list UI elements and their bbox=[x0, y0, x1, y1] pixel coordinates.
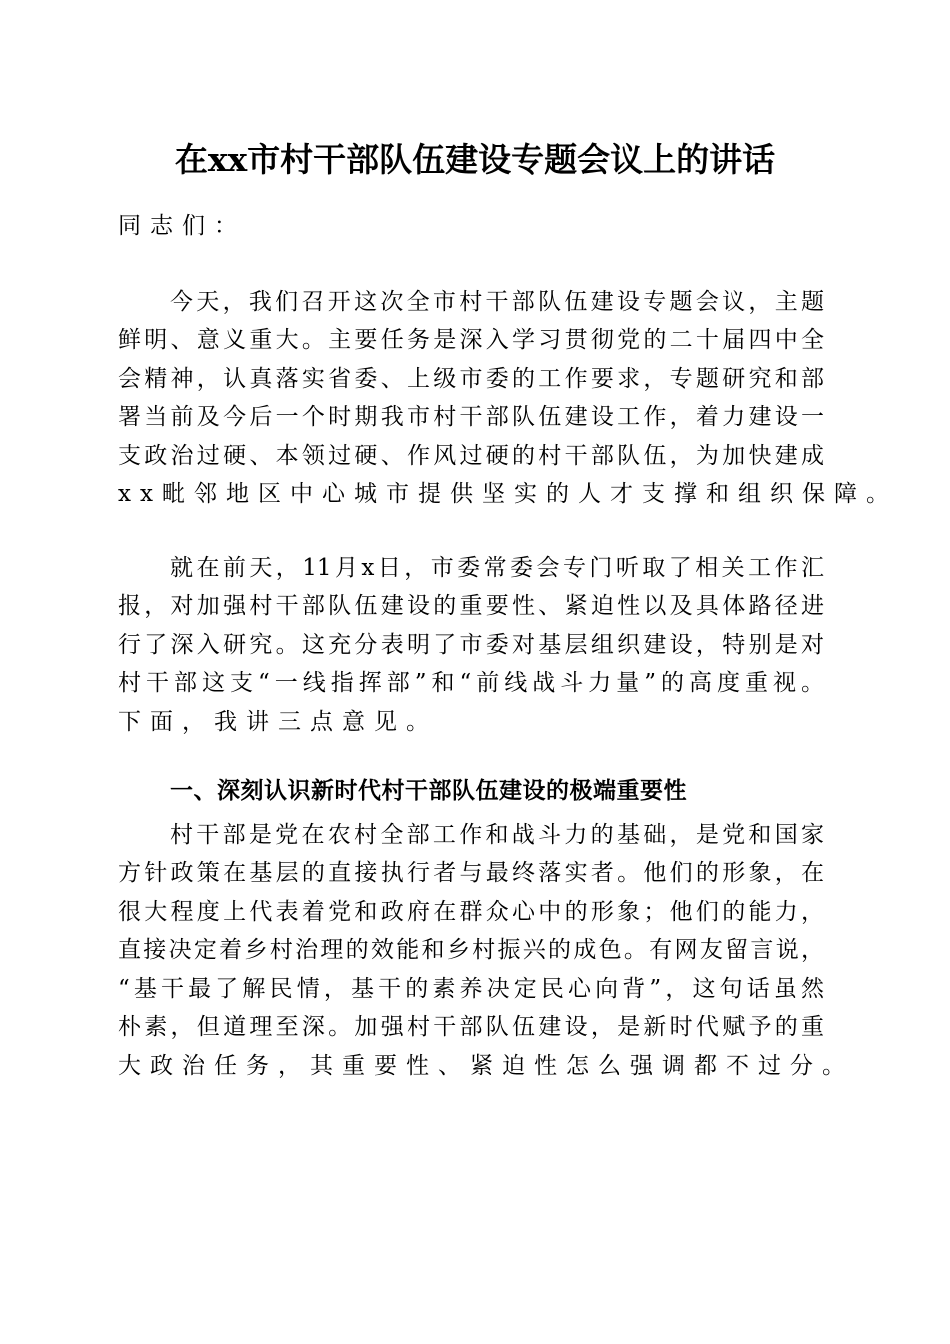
paragraph bbox=[118, 549, 824, 742]
text-line: 朴素，但道理至深。加强村干部队伍建设，是新时代赋予的重 bbox=[118, 1014, 824, 1040]
text-line: 报，对加强村干部队伍建设的重要性、紧迫性以及具体路径进 bbox=[118, 593, 824, 619]
text-line: 方针政策在基层的直接执行者与最终落实者。他们的形象，在 bbox=[118, 860, 824, 886]
text-line: 今天，我们召开这次全市村干部队伍建设专题会议，主题 bbox=[170, 288, 824, 315]
paragraph bbox=[118, 816, 854, 1086]
text-line: 署当前及今后一个时期我市村干部队伍建设工作，着力建设一 bbox=[118, 404, 824, 430]
document-title: 在xx市村干部队伍建设专题会议上的讲话 bbox=[174, 140, 776, 179]
text-line: xx毗邻地区中心城市提供坚实的人才支撑和组织保障。 bbox=[118, 481, 898, 507]
text-line: 同志们： bbox=[118, 213, 246, 239]
text-line: 会精神，认真落实省委、上级市委的工作要求，专题研究和部 bbox=[118, 365, 824, 392]
text-line: 行了深入研究。这充分表明了市委对基层组织建设，特别是对 bbox=[118, 631, 824, 658]
text-line: 大政治任务，其重要性、紧迫性怎么强调都不过分。 bbox=[118, 1052, 854, 1079]
salutation bbox=[118, 207, 824, 246]
text-line: 村干部是党在农村全部工作和战斗力的基础，是党和国家 bbox=[170, 821, 824, 848]
text-line: “基干最了解民情，基干的素养决定民心向背”，这句话虽然 bbox=[118, 975, 824, 1002]
section-heading bbox=[118, 772, 824, 811]
text-line: 很大程度上代表着党和政府在群众心中的形象；他们的能力， bbox=[118, 898, 824, 925]
text-line: 直接决定着乡村治理的效能和乡村振兴的成色。有网友留言说， bbox=[118, 937, 824, 963]
text-line: 就在前天，11月x日，市委常委会专门听取了相关工作汇 bbox=[170, 554, 824, 581]
text-line: 支政治过硬、本领过硬、作风过硬的村干部队伍，为加快建成 bbox=[118, 442, 824, 469]
text-line: 村干部这支“一线指挥部”和“前线战斗力量”的高度重视。 bbox=[118, 670, 824, 696]
document-body bbox=[118, 207, 898, 1085]
text-line: 鲜明、意义重大。主要任务是深入学习贯彻党的二十届四中全 bbox=[118, 327, 824, 353]
text-line: 下面，我讲三点意见。 bbox=[118, 708, 438, 735]
paragraph bbox=[118, 283, 898, 514]
text-line: 一、深刻认识新时代村干部队伍建设的极端重要性 bbox=[170, 778, 687, 804]
